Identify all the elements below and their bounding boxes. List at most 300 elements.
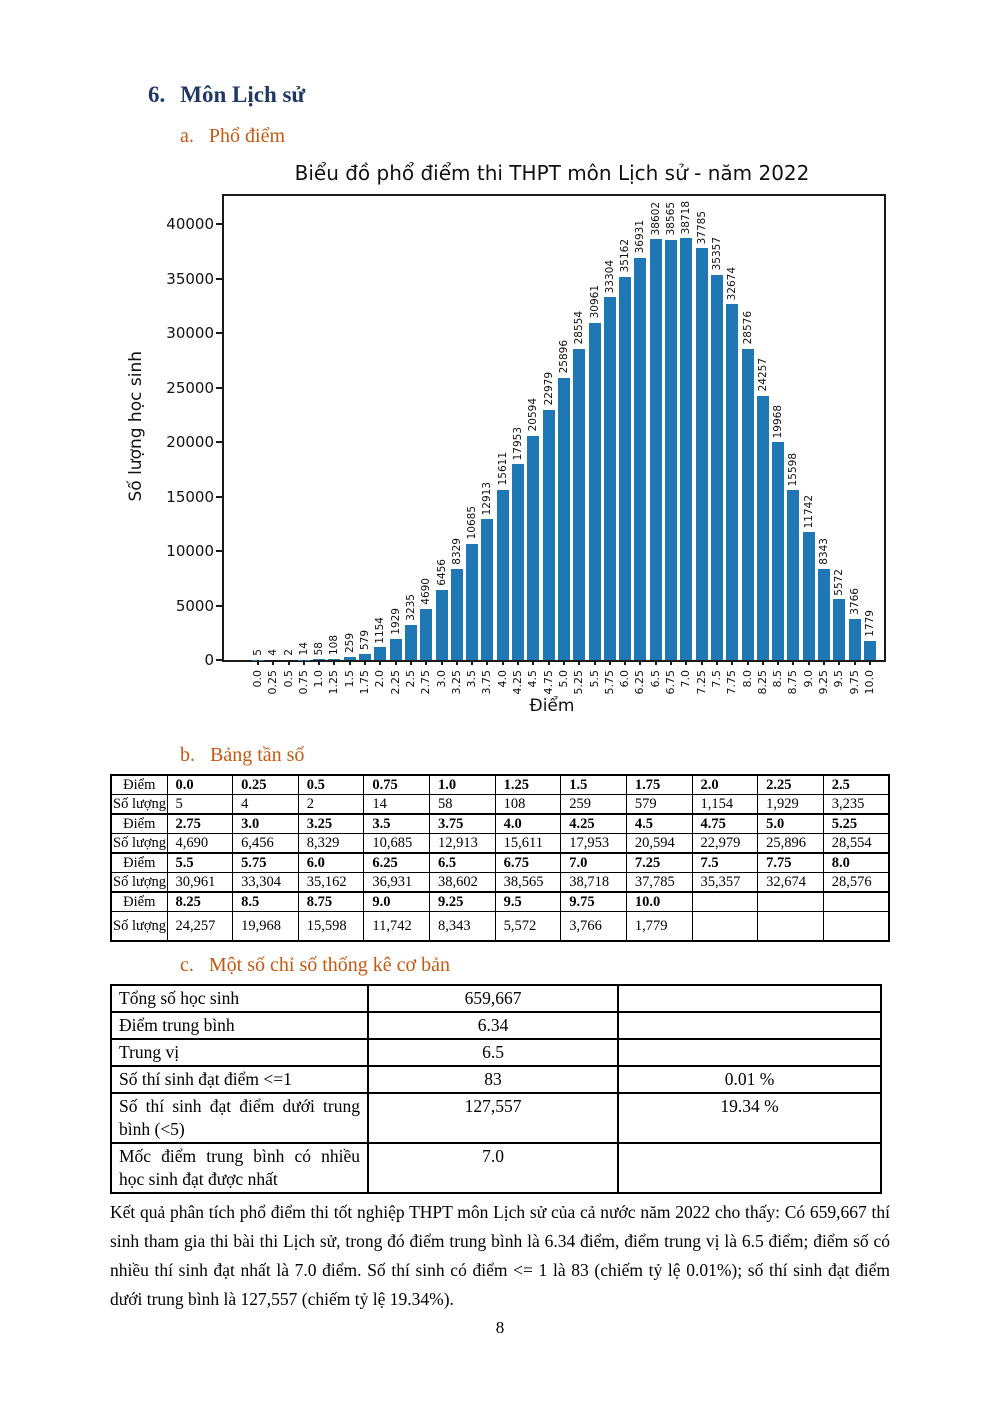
freq-score-cell: 1.5 [561, 775, 627, 795]
bar-slot [388, 196, 402, 695]
freq-score-cell: 8.0 [823, 853, 889, 873]
page-number: 8 [495, 1318, 505, 1337]
bar [696, 248, 708, 660]
stat-label: Số thí sinh đạt điểm <=1 [111, 1066, 368, 1093]
freq-count-row [111, 873, 889, 893]
bar-slot [664, 196, 678, 695]
freq-count-cell: 10,685 [364, 834, 430, 854]
y-axis-label: Số lượng học sinh [126, 350, 146, 502]
bar-slot [786, 196, 800, 695]
freq-count-row [111, 834, 889, 854]
bar-value-wrap [481, 482, 493, 515]
freq-count-cell: 6,456 [233, 834, 299, 854]
x-tick-label-wrap [344, 670, 356, 688]
bar-slot [480, 196, 494, 695]
bar-value-label: 8343 [817, 538, 830, 566]
x-tick-label: 0.25 [266, 670, 280, 695]
x-tick-mark [792, 660, 794, 665]
x-tick-label-wrap [543, 670, 555, 695]
x-tick-mark [747, 660, 749, 665]
x-tick-mark [486, 660, 488, 665]
freq-count-cell: 17,953 [561, 834, 627, 854]
bar-slot [740, 196, 754, 688]
freq-score-cell: 5.25 [823, 814, 889, 834]
freq-score-cell: 3.75 [430, 814, 496, 834]
freq-count-cell: 12,913 [430, 834, 496, 854]
stats-row [111, 1012, 881, 1039]
bar-value-label: 28554 [573, 311, 586, 345]
bar [466, 544, 478, 661]
bar [803, 532, 815, 660]
x-tick-label: 6.25 [633, 670, 647, 695]
y-tick-label: 0 [204, 651, 214, 669]
bar-value-label: 2 [282, 649, 295, 656]
x-tick-label-wrap [436, 670, 448, 688]
bar-value-label: 19968 [772, 404, 785, 439]
y-tick-mark [216, 278, 224, 280]
bar [619, 277, 631, 660]
bar-value-label: 5572 [833, 568, 846, 596]
freq-count-cell: 11,742 [364, 912, 430, 942]
x-tick-mark [502, 660, 504, 665]
bar-value-label: 259 [343, 633, 356, 654]
x-tick-label: 8.25 [755, 670, 769, 695]
subsection-b-heading [180, 741, 890, 769]
freq-score-cell: 9.25 [430, 892, 496, 912]
subsection-a-heading [180, 122, 890, 150]
x-tick-label-wrap [726, 670, 738, 695]
bar-slot [694, 196, 708, 695]
bar-value-wrap [344, 633, 356, 653]
bar-value-wrap [497, 452, 509, 485]
x-tick-label-wrap [558, 670, 570, 688]
bar-value-wrap [328, 635, 340, 655]
x-tick-mark [731, 660, 733, 665]
bar-slot [572, 196, 586, 695]
x-tick-mark [303, 660, 305, 665]
x-tick-label: 3.25 [449, 670, 463, 695]
bar-value-wrap [267, 649, 279, 656]
x-tick-mark [670, 660, 672, 665]
x-tick-mark [639, 660, 641, 665]
freq-count-cell: 37,785 [626, 873, 692, 893]
bar-value-wrap [527, 398, 539, 431]
x-tick-label: 1.25 [327, 670, 341, 695]
x-tick-label: 2.5 [403, 670, 417, 688]
x-tick-label: 0.5 [281, 670, 295, 688]
bar-value-wrap [849, 588, 861, 615]
x-tick-mark [395, 660, 397, 665]
freq-count-row [111, 912, 889, 942]
x-tick-mark [517, 660, 519, 665]
bar [772, 442, 784, 660]
section-number: 6. [148, 82, 166, 107]
bar-value-label: 25896 [557, 340, 570, 374]
bar-value-wrap [374, 617, 386, 644]
x-tick-label-wrap [527, 670, 539, 688]
freq-score-cell: 6.5 [430, 853, 496, 873]
freq-count-cell: 38,718 [561, 873, 627, 893]
bar-slot [847, 196, 861, 695]
stat-percent [618, 1012, 881, 1039]
stat-label: Mốc điểm trung bình có nhiều học sinh đạt được nhất [111, 1143, 368, 1193]
stat-percent [618, 1143, 881, 1193]
x-tick-mark [349, 660, 351, 665]
x-tick-label: 8.75 [786, 670, 800, 695]
x-tick-mark [532, 660, 534, 665]
freq-count-cell: 108 [495, 795, 561, 815]
x-tick-label-wrap [481, 670, 493, 695]
bar-value-label: 108 [328, 634, 341, 655]
bar-slot [373, 196, 387, 688]
subsection-a-title: Phổ điểm [208, 125, 286, 147]
x-tick-label-wrap [390, 670, 402, 695]
bar-value-label: 12913 [481, 481, 494, 516]
bar-value-wrap [252, 649, 264, 656]
x-tick-label-wrap [696, 670, 708, 695]
stat-percent: 19.34 % [618, 1093, 881, 1143]
x-tick-label-wrap [451, 670, 463, 695]
stats-row [111, 1039, 881, 1066]
x-tick-mark [716, 660, 718, 665]
x-tick-label-wrap [267, 670, 279, 695]
bar [527, 436, 539, 661]
bar-value-wrap [420, 578, 432, 605]
freq-score-cell: 1.25 [495, 775, 561, 795]
bar-slot [251, 196, 264, 688]
x-tick-label-wrap [573, 670, 585, 695]
bar-value-wrap [512, 427, 524, 460]
x-tick-label: 9.0 [801, 670, 815, 688]
freq-count-cell: 1,929 [758, 795, 824, 815]
freq-score-cell: 5.5 [167, 853, 233, 873]
bar-value-wrap [313, 642, 325, 655]
x-tick-label-wrap [634, 670, 646, 695]
bar-value-label: 32674 [726, 266, 739, 300]
freq-score-cell: 2.0 [692, 775, 758, 795]
x-tick-mark [808, 660, 810, 665]
freq-count-cell: 33,304 [233, 873, 299, 893]
x-tick-mark [762, 660, 764, 665]
freq-count-cell: 8,329 [298, 834, 364, 854]
bar-value-label: 1779 [863, 609, 876, 637]
bar [604, 297, 616, 660]
y-tick-label: 25000 [166, 378, 214, 397]
x-tick-mark [318, 660, 320, 665]
bar-slot [511, 196, 525, 695]
freq-count-cell: 19,968 [233, 912, 299, 942]
bar-value-wrap [436, 559, 448, 586]
bar-slot [816, 196, 830, 695]
bar-slot [755, 196, 769, 695]
stat-label: Điểm trung bình [111, 1012, 368, 1039]
x-tick-label-wrap [665, 670, 677, 695]
x-tick-label: 4.0 [495, 670, 509, 688]
x-tick-label: 4.25 [511, 670, 525, 695]
bar [558, 378, 570, 660]
subsection-c-title: Một số chỉ số thống kê cơ bản [208, 954, 450, 976]
freq-count-cell: 3,766 [561, 912, 627, 942]
x-tick-label-wrap [818, 670, 830, 695]
y-tick-label: 30000 [166, 324, 214, 342]
freq-score-cell: 0.75 [364, 775, 430, 795]
freq-count-cell: 38,565 [495, 873, 561, 893]
x-tick-label-wrap [374, 670, 386, 688]
bar [497, 490, 509, 660]
bar [420, 609, 432, 660]
y-tick-label: 20000 [166, 433, 214, 451]
bar-value-label: 28576 [741, 311, 754, 345]
freq-score-cell: 5.75 [233, 853, 299, 873]
bar-value-wrap [558, 340, 570, 373]
x-tick-label: 1.75 [358, 670, 372, 695]
x-tick-label: 5.0 [556, 670, 570, 688]
bar-value-wrap [359, 630, 371, 650]
y-tick-mark [216, 496, 224, 498]
bar-slot [556, 196, 570, 688]
bar-value-label: 22979 [542, 372, 555, 406]
bar-value-wrap [833, 569, 845, 596]
freq-score-cell: 9.5 [495, 892, 561, 912]
x-tick-label-wrap [298, 670, 310, 695]
freq-count-cell: 28,576 [823, 873, 889, 893]
y-axis-label-wrap [126, 194, 146, 658]
bar [512, 464, 524, 660]
x-tick-mark [548, 660, 550, 665]
freq-score-cell [823, 892, 889, 912]
bar-value-wrap [405, 594, 417, 621]
freq-row-label: Điểm [111, 814, 167, 834]
x-tick-label-wrap [604, 670, 616, 695]
freq-row-label: Điểm [111, 853, 167, 873]
y-tick-label: 40000 [166, 215, 214, 233]
bar-slot [541, 196, 555, 695]
frequency-table [110, 774, 890, 942]
bar [726, 304, 738, 660]
freq-score-cell: 6.75 [495, 853, 561, 873]
stats-row [111, 1066, 881, 1093]
bar-value-wrap [390, 608, 402, 635]
freq-row-label: Số lượng [111, 873, 167, 893]
freq-count-cell: 32,674 [758, 873, 824, 893]
bar-value-label: 58 [313, 642, 326, 656]
bar-value-label: 30961 [588, 285, 601, 319]
bar-value-wrap [696, 211, 708, 244]
bar [573, 349, 585, 660]
stat-value: 6.5 [368, 1039, 618, 1066]
bar-slot [403, 196, 417, 688]
bar-slot [709, 196, 723, 688]
bar-value-label: 1154 [374, 616, 387, 644]
x-tick-label-wrap [497, 670, 509, 688]
y-tick-mark [216, 605, 224, 607]
freq-row-label: Số lượng [111, 834, 167, 854]
y-tick-mark [216, 332, 224, 334]
bar-slot [648, 196, 662, 688]
x-tick-label-wrap [849, 670, 861, 695]
bar-slot [419, 196, 433, 695]
freq-score-cell: 7.5 [692, 853, 758, 873]
freq-count-cell: 20,594 [626, 834, 692, 854]
x-tick-mark [471, 660, 473, 665]
x-tick-label: 8.0 [740, 670, 754, 688]
freq-row-label: Điểm [111, 775, 167, 795]
stat-percent [618, 985, 881, 1012]
y-tick-mark [216, 387, 224, 389]
bar-value-wrap [864, 610, 876, 637]
y-tick-label: 10000 [166, 542, 214, 560]
freq-score-cell: 4.75 [692, 814, 758, 834]
bar-slot [679, 196, 693, 688]
freq-score-cell: 6.0 [298, 853, 364, 873]
x-tick-label-wrap [833, 670, 845, 688]
freq-score-row [111, 853, 889, 873]
stats-row [111, 1143, 881, 1193]
freq-count-cell: 24,257 [167, 912, 233, 942]
bar [405, 625, 417, 660]
freq-count-cell [692, 912, 758, 942]
bar [742, 349, 754, 661]
x-axis-label: Điểm [529, 696, 575, 716]
bar-slot [633, 196, 647, 695]
stat-value: 6.34 [368, 1012, 618, 1039]
x-tick-label: 6.75 [664, 670, 678, 695]
bar-slot [281, 196, 295, 688]
bar-value-label: 35162 [619, 239, 632, 273]
freq-count-cell: 1,779 [626, 912, 692, 942]
bar-value-label: 579 [359, 629, 372, 650]
x-tick-label-wrap [650, 670, 662, 688]
x-tick-mark [410, 660, 412, 665]
freq-score-cell [758, 892, 824, 912]
bar [436, 590, 448, 660]
bar-value-label: 38565 [665, 202, 678, 236]
bar-value-label: 3235 [404, 593, 417, 621]
x-tick-mark [441, 660, 443, 665]
bar [543, 410, 555, 661]
bar-slot [602, 196, 616, 695]
bar-value-label: 33304 [603, 259, 616, 293]
freq-row-label: Số lượng [111, 912, 167, 942]
freq-score-row [111, 775, 889, 795]
x-tick-mark [379, 660, 381, 665]
freq-count-cell: 15,598 [298, 912, 364, 942]
bar-slot [312, 196, 326, 688]
x-tick-label-wrap [803, 670, 815, 688]
x-tick-mark [333, 660, 335, 665]
bar [634, 258, 646, 661]
freq-count-cell: 35,357 [692, 873, 758, 893]
stat-value: 7.0 [368, 1143, 618, 1193]
freq-count-cell: 22,979 [692, 834, 758, 854]
x-tick-mark [563, 660, 565, 665]
bar-slot [526, 196, 540, 688]
x-tick-label: 0.0 [251, 670, 264, 688]
x-tick-mark [701, 660, 703, 665]
freq-score-cell: 2.25 [758, 775, 824, 795]
bar-value-label: 4 [267, 649, 280, 656]
freq-score-cell: 5.0 [758, 814, 824, 834]
bar-value-wrap [818, 538, 830, 565]
freq-score-row [111, 814, 889, 834]
x-tick-label: 2.25 [388, 670, 402, 695]
freq-count-cell: 5,572 [495, 912, 561, 942]
section-heading [148, 80, 890, 110]
freq-score-cell: 3.5 [364, 814, 430, 834]
freq-count-cell: 259 [561, 795, 627, 815]
freq-count-cell: 8,343 [430, 912, 496, 942]
x-tick-label: 8.5 [771, 670, 785, 688]
stat-percent [618, 1039, 881, 1066]
freq-score-cell: 7.0 [561, 853, 627, 873]
stat-value: 659,667 [368, 985, 618, 1012]
x-tick-label: 9.75 [847, 670, 861, 695]
x-tick-label: 3.75 [480, 670, 494, 695]
freq-score-cell: 4.25 [561, 814, 627, 834]
freq-score-cell [692, 892, 758, 912]
freq-count-cell: 28,554 [823, 834, 889, 854]
plot-area [166, 194, 886, 695]
freq-score-cell: 0.5 [298, 775, 364, 795]
x-tick-label: 7.25 [694, 670, 708, 695]
bar-slot [266, 196, 280, 695]
bar-slot [358, 196, 372, 695]
freq-score-cell: 0.25 [233, 775, 299, 795]
freq-score-cell: 9.0 [364, 892, 430, 912]
section-title: Môn Lịch sử [180, 82, 306, 107]
x-tick-mark [425, 660, 427, 665]
freq-score-cell: 10.0 [626, 892, 692, 912]
bar-value-wrap [742, 311, 754, 344]
x-tick-label-wrap [589, 670, 601, 688]
x-tick-label: 2.0 [373, 670, 387, 688]
statistics-table [110, 984, 882, 1194]
summary-paragraph: Kết quả phân tích phổ điểm thi tốt nghiệp THPT môn Lịch sử của cả nước năm 2022 cho thấy: Có 659,667 thí sinh tham gia thi bài thi Lịch sử, trong đó điểm trung bình là 6.34 điểm, điểm trung vị là 6.5 điểm; điểm số có nhiều thí sinh đạt nhất là 7.0 điểm. Số thí sinh có điểm <= 1 là 83 (chiếm tỷ lệ 0.01%); số thí sinh đạt điểm dưới trung bình là 127,557 (chiếm tỷ lệ 19.34%). [110, 1202, 890, 1309]
freq-count-cell: 14 [364, 795, 430, 815]
x-tick-label-wrap [619, 670, 631, 688]
x-tick-mark [578, 660, 580, 665]
bar-value-label: 15611 [496, 452, 509, 486]
bar-value-label: 15598 [787, 452, 800, 486]
freq-count-cell: 38,602 [430, 873, 496, 893]
x-tick-label: 10.0 [862, 670, 876, 695]
x-tick-mark [777, 660, 779, 665]
bar-value-label: 8329 [450, 538, 463, 566]
freq-count-cell: 58 [430, 795, 496, 815]
bar-value-label: 6456 [435, 558, 448, 586]
freq-count-cell: 1,154 [692, 795, 758, 815]
freq-score-cell: 4.0 [495, 814, 561, 834]
bar [589, 323, 601, 661]
bar [849, 619, 861, 660]
x-tick-label-wrap [680, 670, 692, 688]
stat-label: Trung vị [111, 1039, 368, 1066]
freq-row-label: Điểm [111, 892, 167, 912]
freq-score-row [111, 892, 889, 912]
bar [650, 239, 662, 660]
x-tick-label-wrap [864, 670, 876, 695]
y-tick-mark [216, 550, 224, 552]
x-tick-label: 3.0 [434, 670, 448, 688]
x-tick-label: 6.5 [648, 670, 662, 688]
x-tick-label: 7.75 [725, 670, 739, 695]
bar-value-wrap [298, 642, 310, 655]
x-tick-mark [838, 660, 840, 665]
bar-slot [495, 196, 509, 688]
bar-value-wrap [650, 202, 662, 235]
freq-count-cell: 3,235 [823, 795, 889, 815]
x-tick-label-wrap [757, 670, 769, 695]
